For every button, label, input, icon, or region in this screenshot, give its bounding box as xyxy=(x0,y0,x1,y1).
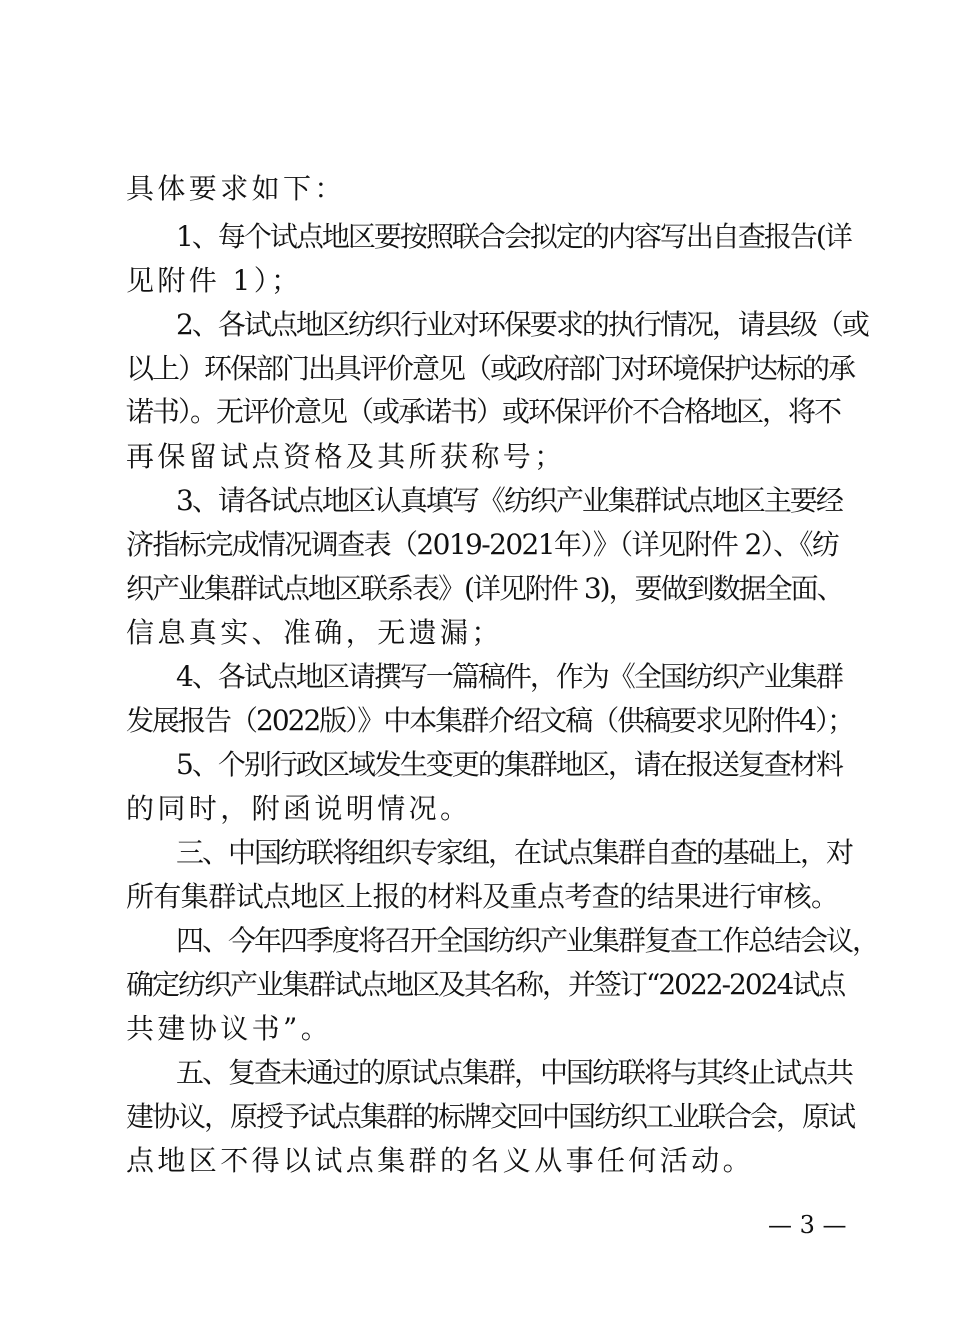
text-line: 五、复查未通过的原试点集群，中国纺联将与其终止试点共 xyxy=(176,1056,853,1089)
text-line: 5、个别行政区域发生变更的集群地区，请在报送复查材料 xyxy=(176,748,842,781)
text-line: 以上）环保部门出具评价意见（或政府部门对环境保护达标的承 xyxy=(126,352,855,385)
text-line: 信息真实、准确，无遗漏； xyxy=(126,616,503,649)
text-line: 点地区不得以试点集群的名义从事任何活动。 xyxy=(126,1144,755,1177)
text-line: 共建协议书”。 xyxy=(126,1012,333,1045)
text-line: 4、各试点地区请撰写一篇稿件，作为《全国纺织产业集群 xyxy=(176,660,842,693)
page-number: — 3 — xyxy=(768,1211,847,1239)
text-line: 所有集群试点地区上报的材料及重点考查的结果进行审核。 xyxy=(126,880,839,913)
text-line: 1、每个试点地区要按照联合会拟定的内容写出自查报告(详 xyxy=(176,220,851,253)
text-line: 诺书）。无评价意见（或承诺书）或环保评价不合格地区，将不 xyxy=(126,395,841,428)
text-line: 四、今年四季度将召开全国纺织产业集群复查工作总结会议， xyxy=(176,924,879,957)
text-line: 2、各试点地区纺织行业对环保要求的执行情况，请县级（或 xyxy=(176,308,868,341)
text-line: 再保留试点资格及其所获称号； xyxy=(126,440,566,473)
text-line: 三、中国纺联将组织专家组，在试点集群自查的基础上，对 xyxy=(176,836,853,869)
text-line: 的同时，附函说明情况。 xyxy=(126,792,472,825)
text-line: 济指标完成情况调查表（2019-2021年）》（详见附件 2）、《纺 xyxy=(126,528,839,561)
text-line: 建协议，原授予试点集群的标牌交回中国纺织工业联合会，原试 xyxy=(126,1100,855,1133)
text-line: 确定纺织产业集群试点地区及其名称，并签订“2022-2024试点 xyxy=(126,968,845,1001)
text-line: 具体要求如下： xyxy=(126,172,346,205)
text-line: 3、请各试点地区认真填写《纺织产业集群试点地区主要经 xyxy=(176,484,842,517)
text-line: 发展报告（2022版）》中本集群介绍文稿（供稿要求见附件4）； xyxy=(126,704,854,737)
text-line: 织产业集群试点地区联系表》(详见附件 3)，要做到数据全面、 xyxy=(126,572,843,605)
text-line: 见附件 1）； xyxy=(126,264,303,297)
